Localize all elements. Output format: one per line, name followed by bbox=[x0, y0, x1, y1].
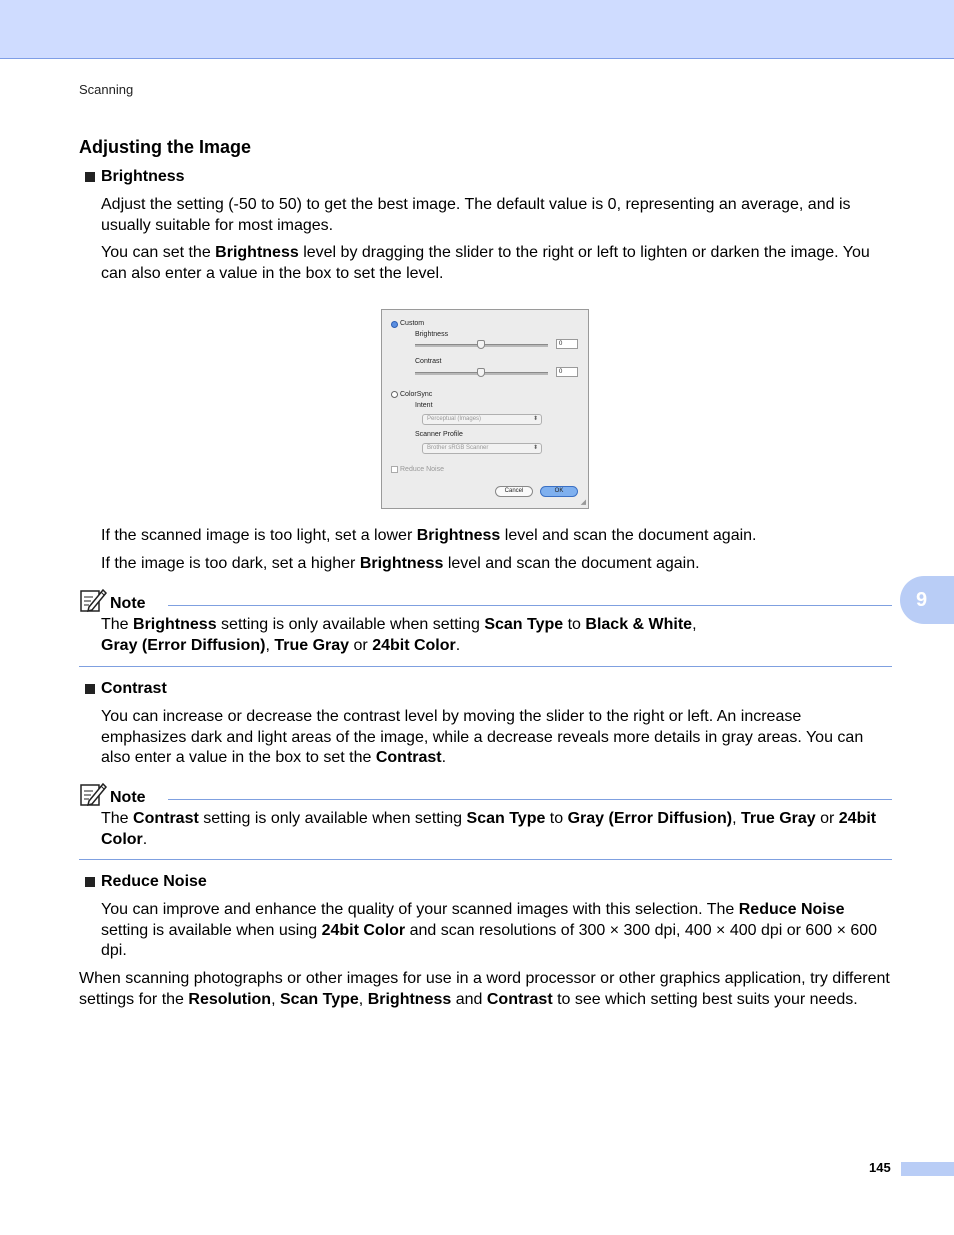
note-1-text: The Brightness setting is only available when setting Scan Type to Black & White, Gray (Error Diffusion), True Gray or 24bit Color. bbox=[101, 616, 697, 654]
footer-bar bbox=[901, 1162, 954, 1176]
note-pencil-icon bbox=[79, 587, 107, 613]
cancel-button[interactable]: Cancel bbox=[495, 486, 533, 497]
scanner-profile-popup[interactable]: Brother sRGB Scanner ⬍ bbox=[422, 443, 542, 454]
reduce-noise-heading-text: Reduce Noise bbox=[101, 873, 207, 890]
brightness-paragraph-2: You can set the Brightness level by dragging the slider to the right or left to lighten or darken the image. You can also enter a value in the box to set the level. bbox=[101, 244, 870, 282]
bullet-square-icon bbox=[85, 172, 95, 182]
intent-popup[interactable]: Perceptual (Images) ⬍ bbox=[422, 414, 542, 425]
contrast-heading-text: Contrast bbox=[101, 680, 167, 697]
brightness-value-field[interactable]: 0 bbox=[556, 339, 578, 349]
bullet-square-icon bbox=[85, 684, 95, 694]
closing-paragraph: When scanning photographs or other images for use in a word processor or other graphics application, try different settings for the Resolution, Scan Type, Brightness and Contrast to see which setting best suits your needs. bbox=[79, 970, 890, 1008]
note-1-bottom-rule bbox=[79, 666, 892, 667]
brightness-heading-text: Brightness bbox=[101, 168, 185, 185]
reduce-noise-heading bbox=[85, 873, 207, 891]
brightness-paragraph-3: If the scanned image is too light, set a lower Brightness level and scan the document again. bbox=[101, 527, 757, 544]
custom-radio[interactable] bbox=[391, 321, 398, 328]
bullet-square-icon bbox=[85, 877, 95, 887]
note-2-heading bbox=[79, 781, 146, 807]
scan-settings-dialog-screenshot bbox=[381, 309, 589, 509]
updown-arrow-icon: ⬍ bbox=[532, 445, 538, 451]
running-head: Scanning bbox=[79, 82, 134, 97]
resize-grip-icon[interactable]: ◢ bbox=[580, 499, 586, 506]
reduce-noise-paragraph: You can improve and enhance the quality of your scanned images with this selection. The Reduce Noise setting is available when using 24bit Color and scan resolutions of 300 × 300 dpi, 400 × 400 dpi or 600 × 600 dpi. bbox=[101, 901, 878, 959]
custom-label: Custom bbox=[400, 320, 425, 327]
brightness-label: Brightness bbox=[415, 331, 449, 338]
colorsync-radio[interactable] bbox=[391, 391, 398, 398]
brightness-slider-thumb[interactable] bbox=[477, 340, 485, 349]
contrast-paragraph: You can increase or decrease the contrast level by moving the slider to the right or left. An increase emphasizes dark and light areas of the image, while a decrease reveals more details in gray areas. You can also enter a value in the box to set the Contrast. bbox=[101, 708, 864, 766]
brightness-paragraph-4: If the image is too dark, set a higher Brightness level and scan the document again. bbox=[101, 555, 700, 572]
note-2-title: Note bbox=[110, 789, 146, 806]
reduce-noise-label: Reduce Noise bbox=[400, 466, 444, 473]
contrast-heading bbox=[85, 680, 167, 698]
reduce-noise-checkbox[interactable] bbox=[391, 466, 398, 473]
note-2-text: The Contrast setting is only available when setting Scan Type to Gray (Error Diffusion), True Gray or 24bit Color. bbox=[101, 810, 877, 848]
scanner-profile-label: Scanner Profile bbox=[415, 431, 463, 438]
note-2-bottom-rule bbox=[79, 859, 892, 860]
contrast-slider-thumb[interactable] bbox=[477, 368, 485, 377]
intent-label: Intent bbox=[415, 402, 433, 409]
header-band bbox=[0, 0, 954, 59]
contrast-value-field[interactable]: 0 bbox=[556, 367, 578, 377]
colorsync-label: ColorSync bbox=[400, 391, 433, 398]
contrast-label: Contrast bbox=[415, 358, 442, 365]
brightness-heading bbox=[85, 168, 185, 186]
brightness-paragraph-1: Adjust the setting (-50 to 50) to get the best image. The default value is 0, representing an average, and is usually suitable for most images. bbox=[101, 196, 851, 234]
note-1-heading bbox=[79, 587, 146, 613]
chapter-tab: 9 bbox=[900, 576, 954, 624]
note-1-top-rule bbox=[168, 605, 892, 606]
updown-arrow-icon: ⬍ bbox=[532, 416, 538, 422]
ok-button[interactable]: OK bbox=[540, 486, 578, 497]
note-2-top-rule bbox=[168, 799, 892, 800]
note-1-title: Note bbox=[110, 595, 146, 612]
page-number: 145 bbox=[869, 1160, 891, 1175]
note-pencil-icon bbox=[79, 781, 107, 807]
section-title: Adjusting the Image bbox=[79, 137, 252, 157]
